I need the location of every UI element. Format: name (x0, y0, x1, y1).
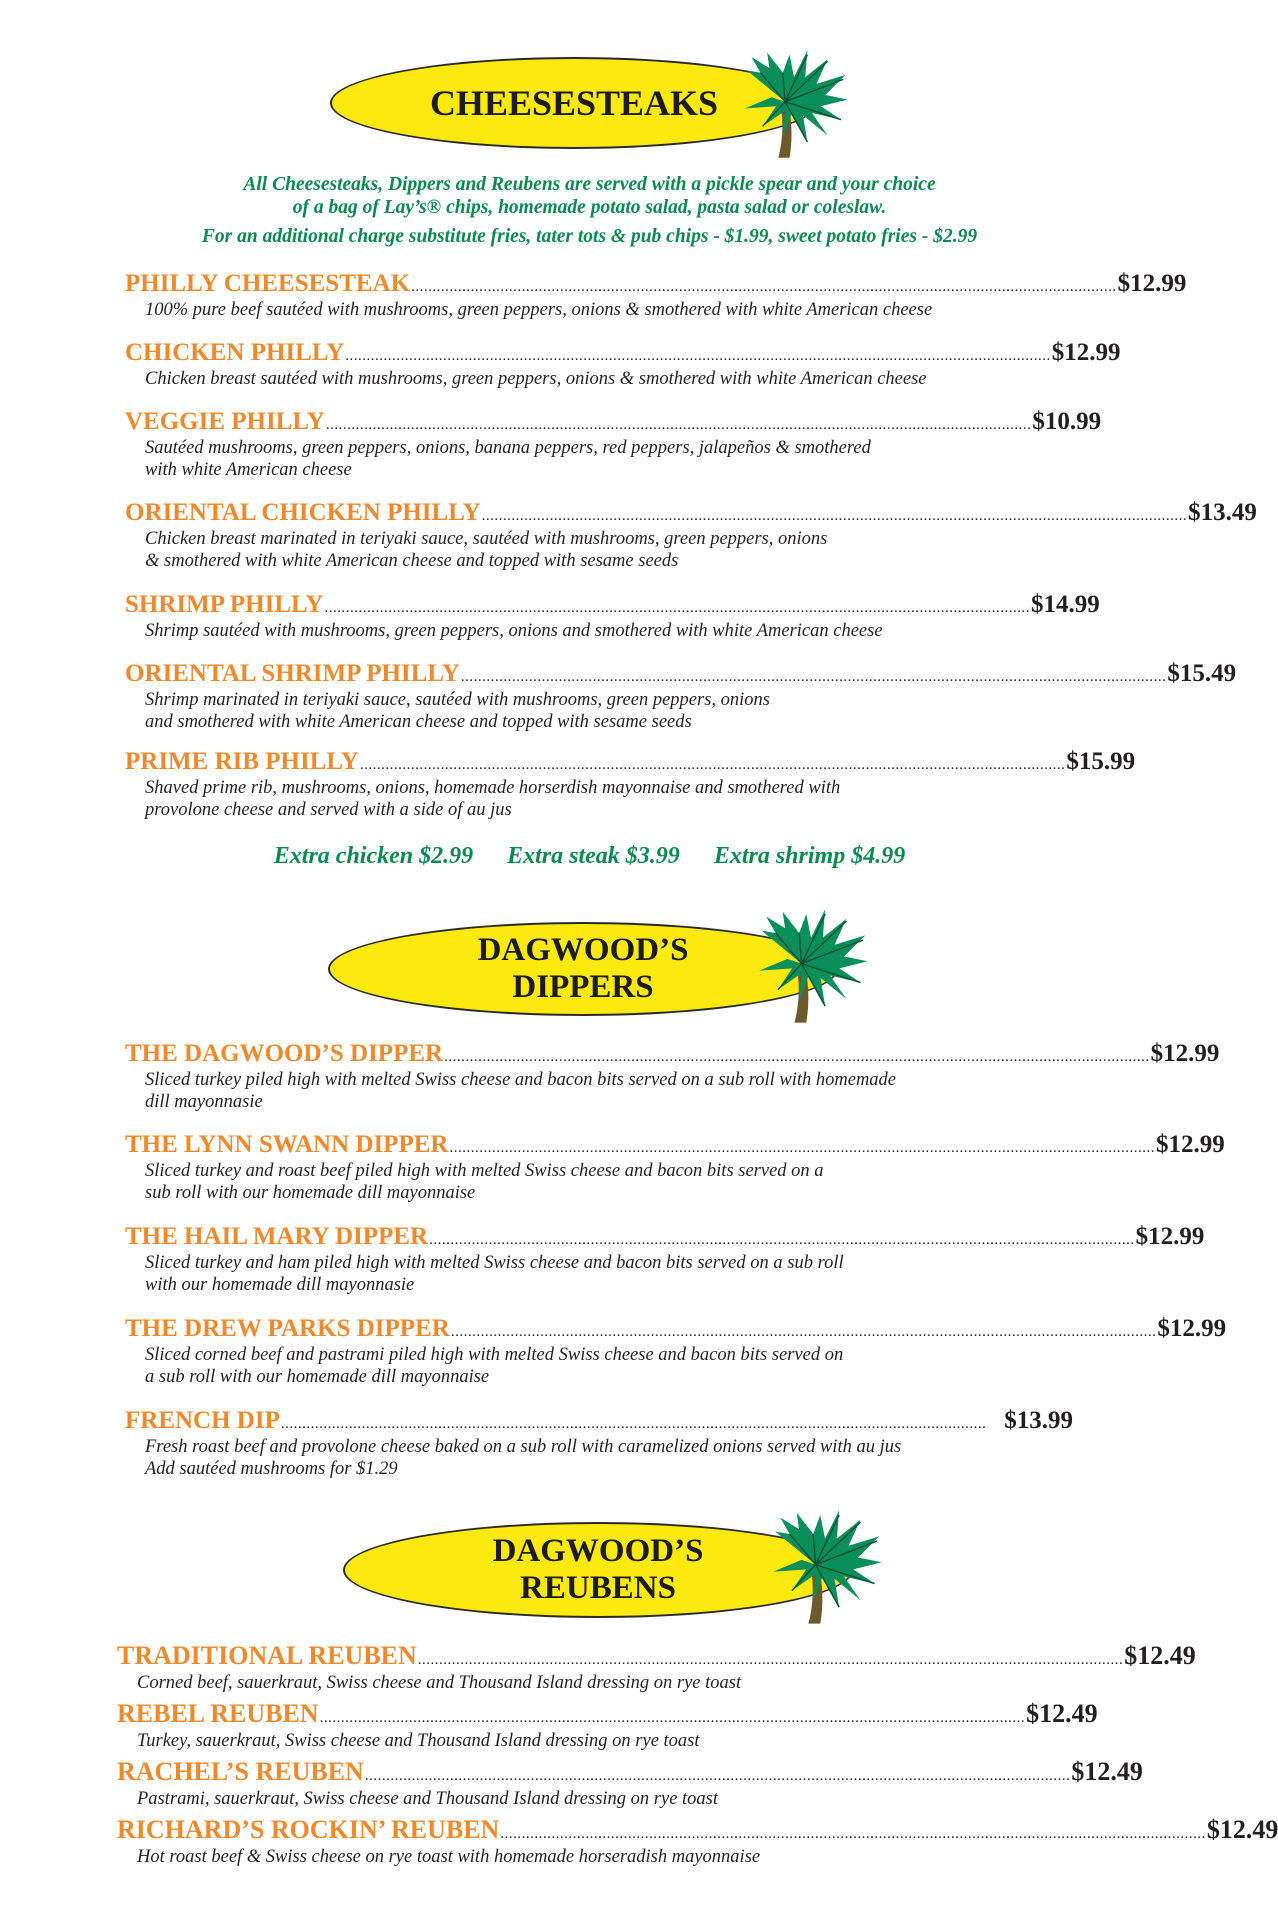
menu-item: THE HAIL MARY DIPPER ...................................................................................................................................................................... $12.99 Sliced turkey and ham piled high with melted Swiss cheese and bacon bits served on a sub roll with our homemade dill mayonnasie (125, 1223, 1205, 1295)
item-name: THE LYNN SWANN DIPPER (125, 1131, 449, 1158)
item-description-2: with white American cheese (145, 460, 352, 480)
item-description: Fresh roast beef and provolone cheese baked on a sub roll with caramelized onions served with au jus (145, 1437, 902, 1457)
menu-item: CHICKEN PHILLY ...................................................................................................................................................................... $12.99 Chicken breast sautéed with mushrooms, green peppers, onions & smothered with white American cheese (125, 339, 1121, 389)
item-description: Pastrami, sauerkraut, Swiss cheese and Thousand Island dressing on rye toast (137, 1789, 719, 1809)
item-price: $12.49 (1206, 1815, 1278, 1844)
menu-item: VEGGIE PHILLY ...................................................................................................................................................................... $10.99 Sautéed mushrooms, green peppers, onions, banana peppers, red peppers, jalapeños & smothered with white American cheese (125, 408, 1102, 480)
palm-tree-icon (766, 1506, 884, 1628)
item-description-2: a sub roll with our homemade dill mayonnaise (145, 1367, 490, 1387)
menu-item: PHILLY CHEESESTEAK ...................................................................................................................................................................... $12.99 100% pure beef sautéed with mushrooms, green peppers, onions & smothered with white American cheese (125, 270, 1187, 320)
item-price: $15.99 (1066, 748, 1136, 775)
menu-item: THE DREW PARKS DIPPER ...................................................................................................................................................................... $12.99 Sliced corned beef and pastrami piled high with melted Swiss cheese and bacon bits served on a sub roll with our homemade dill mayonnaise (125, 1315, 1227, 1387)
item-description: 100% pure beef sautéed with mushrooms, green peppers, onions & smothered with white American cheese (145, 300, 933, 320)
section-subtitle: REUBENS (520, 1570, 676, 1606)
item-price: $12.99 (1157, 1315, 1227, 1342)
item-description: Sliced turkey and roast beef piled high with melted Swiss cheese and bacon bits served on a (145, 1161, 824, 1181)
menu-item: RACHEL’S REUBEN ...................................................................................................................................................................... $12.49 Pastrami, sauerkraut, Swiss cheese and Thousand Island dressing on rye toast (117, 1757, 1143, 1809)
item-name: FRENCH DIP (125, 1407, 280, 1434)
item-description: Sliced turkey piled high with melted Swiss cheese and bacon bits served on a sub roll with homemade (145, 1070, 897, 1090)
item-description-2: provolone cheese and served with a side of au jus (145, 800, 512, 820)
item-name: PRIME RIB PHILLY (125, 748, 359, 775)
menu-item: SHRIMP PHILLY ...................................................................................................................................................................... $14.99 Shrimp sautéed with mushrooms, green peppers, onions and smothered with white American cheese (125, 591, 1100, 641)
item-name: SHRIMP PHILLY (125, 591, 324, 618)
menu-item: THE LYNN SWANN DIPPER ...................................................................................................................................................................... $12.99 Sliced turkey and roast beef piled high with melted Swiss cheese and bacon bits served on a sub roll with our homemade dill mayonnaise (125, 1131, 1225, 1203)
item-description: Sautéed mushrooms, green peppers, onions, banana peppers, red peppers, jalapeños & smothered (145, 438, 871, 458)
menu-item: FRENCH DIP ...................................................................................................................................................................... $13.99 Fresh roast beef and provolone cheese baked on a sub roll with caramelized onions served with au jus Add sautéed mushrooms for $1.29 (125, 1407, 1073, 1479)
item-description: Sliced corned beef and pastrami piled high with melted Swiss cheese and bacon bits served on (145, 1345, 844, 1365)
menu-item: TRADITIONAL REUBEN ...................................................................................................................................................................... $12.49 Corned beef, sauerkraut, Swiss cheese and Thousand Island dressing on rye toast (117, 1641, 1196, 1693)
served-with-note: All Cheesesteaks, Dippers and Reubens are served with a pickle spear and your choice (243, 174, 936, 195)
item-price: $12.99 (1155, 1131, 1225, 1158)
section-title: CHEESESTEAKS (429, 82, 719, 123)
item-description-2: with our homemade dill mayonnasie (145, 1275, 415, 1295)
item-description: Shrimp marinated in teriyaki sauce, sautéed with mushrooms, green peppers, onions (145, 690, 770, 710)
item-description: Shaved prime rib, mushrooms, onions, homemade horserdish mayonnaise and smothered with (145, 778, 841, 798)
section-title: DAGWOOD’S (492, 1533, 704, 1570)
item-description: Hot roast beef & Swiss cheese on rye toast with homemade horseradish mayonnaise (137, 1847, 761, 1867)
item-name: ORIENTAL SHRIMP PHILLY (125, 660, 460, 687)
item-price: $13.99 (1004, 1407, 1073, 1434)
item-name: RICHARD’S ROCKIN’ REUBEN (117, 1815, 500, 1844)
menu-item: RICHARD’S ROCKIN’ REUBEN ...................................................................................................................................................................... $12.49 Hot roast beef & Swiss cheese on rye toast with homemade horseradish mayonnaise (117, 1815, 1278, 1867)
item-price: $12.99 (1150, 1040, 1220, 1067)
extra-shrimp: Extra shrimp $4.99 (713, 843, 906, 869)
item-price: $12.99 (1051, 339, 1121, 366)
extra-steak: Extra steak $3.99 (507, 843, 680, 869)
item-name: THE DAGWOOD’S DIPPER (125, 1040, 444, 1067)
item-price: $12.99 (1135, 1223, 1205, 1250)
item-price: $12.49 (1026, 1699, 1098, 1728)
menu-item: THE DAGWOOD’S DIPPER ...................................................................................................................................................................... $12.99 Sliced turkey piled high with melted Swiss cheese and bacon bits served on a sub roll with homemade dill mayonnasie (125, 1040, 1220, 1112)
palm-tree-icon (738, 46, 850, 162)
item-price: $10.99 (1032, 408, 1102, 435)
menu-item: PRIME RIB PHILLY ...................................................................................................................................................................... $15.99 Shaved prime rib, mushrooms, onions, homemade horserdish mayonnaise and smothered with provolone cheese and served with a side of au jus (125, 748, 1136, 820)
item-price: $12.49 (1071, 1757, 1143, 1786)
menu-item: ORIENTAL SHRIMP PHILLY ...................................................................................................................................................................... $15.49 Shrimp marinated in teriyaki sauce, sautéed with mushrooms, green peppers, onions and smothered with white American cheese and topped with sesame seeds (125, 660, 1237, 732)
item-description: Turkey, sauerkraut, Swiss cheese and Thousand Island dressing on rye toast (137, 1731, 700, 1751)
item-name: REBEL REUBEN (117, 1699, 319, 1728)
item-price: $12.49 (1124, 1641, 1196, 1670)
item-price: $12.99 (1117, 270, 1187, 297)
item-name: VEGGIE PHILLY (125, 408, 325, 435)
section-title: DAGWOOD’S (477, 932, 689, 969)
item-description-2: & smothered with white American cheese and topped with sesame seeds (145, 551, 679, 571)
item-name: CHICKEN PHILLY (125, 339, 345, 366)
section-subtitle: DIPPERS (512, 969, 654, 1005)
extra-chicken: Extra chicken $2.99 (273, 843, 474, 869)
item-description-2: dill mayonnasie (145, 1092, 263, 1112)
item-name: PHILLY CHEESESTEAK (125, 270, 411, 297)
item-price: $15.49 (1167, 660, 1237, 687)
item-name: THE DREW PARKS DIPPER (125, 1315, 450, 1342)
item-name: ORIENTAL CHICKEN PHILLY (125, 499, 481, 526)
extras-line (0, 843, 1179, 870)
item-name: THE HAIL MARY DIPPER (125, 1223, 429, 1250)
item-description: Shrimp sautéed with mushrooms, green peppers, onions and smothered with white American cheese (145, 621, 883, 641)
item-price: $13.49 (1188, 499, 1257, 526)
item-name: RACHEL’S REUBEN (117, 1757, 364, 1786)
item-description: Sliced turkey and ham piled high with melted Swiss cheese and bacon bits served on a sub roll (145, 1253, 844, 1273)
served-with-note-2: of a bag of Lay’s® chips, homemade potato salad, pasta salad or coleslaw. (292, 197, 887, 218)
palm-tree-icon (752, 906, 870, 1026)
item-description-2: Add sautéed mushrooms for $1.29 (145, 1459, 398, 1479)
item-description: Chicken breast sautéed with mushrooms, green peppers, onions & smothered with white American cheese (145, 369, 927, 389)
item-description-2: sub roll with our homemade dill mayonnaise (145, 1183, 476, 1203)
item-description: Chicken breast marinated in teriyaki sauce, sautéed with mushrooms, green peppers, onions (145, 529, 828, 549)
menu-item: REBEL REUBEN ...................................................................................................................................................................... $12.49 Turkey, sauerkraut, Swiss cheese and Thousand Island dressing on rye toast (117, 1699, 1098, 1751)
item-price: $14.99 (1030, 591, 1100, 618)
item-description-2: and smothered with white American cheese and topped with sesame seeds (145, 712, 692, 732)
menu-item: ORIENTAL CHICKEN PHILLY ...................................................................................................................................................................... $13.49 Chicken breast marinated in teriyaki sauce, sautéed with mushrooms, green peppers, onions & smothered with white American cheese and topped with sesame seeds (125, 499, 1257, 571)
substitution-note: For an additional charge substitute fries, tater tots & pub chips - $1.99, sweet potato fries - $2.99 (201, 226, 978, 247)
item-description: Corned beef, sauerkraut, Swiss cheese and Thousand Island dressing on rye toast (137, 1673, 742, 1693)
item-name: TRADITIONAL REUBEN (117, 1641, 417, 1670)
